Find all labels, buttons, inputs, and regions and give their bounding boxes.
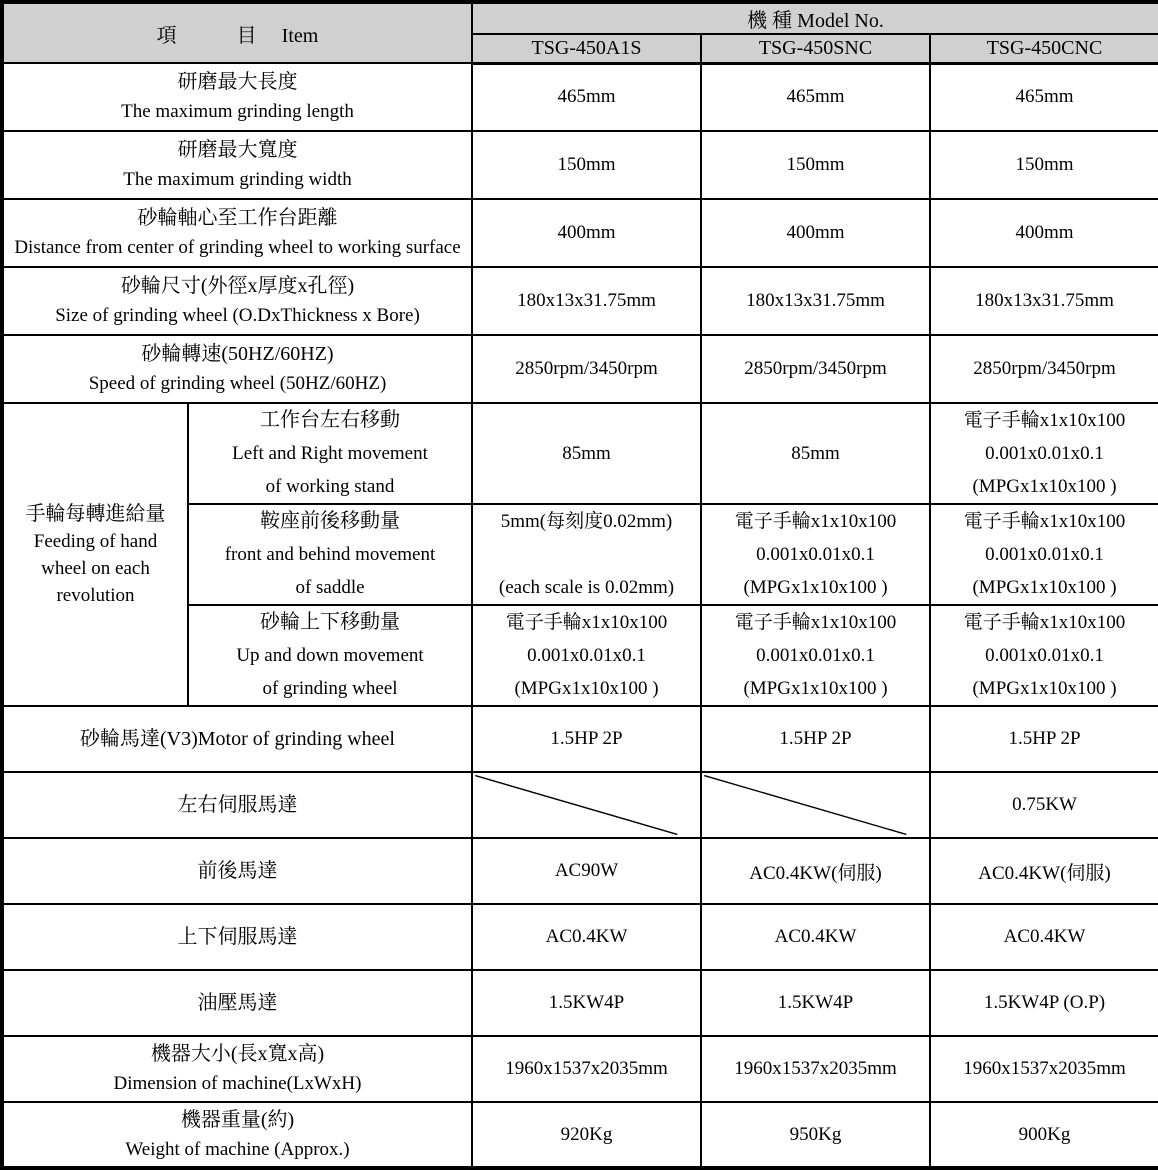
row-label-zh: 油壓馬達 xyxy=(197,992,278,1014)
cell-value: 400mm xyxy=(701,199,930,267)
model-group-header: 機 種 Model No. xyxy=(472,2,1158,34)
row-label xyxy=(2,1102,472,1168)
row-label-zh: 上下伺服馬達 xyxy=(177,926,298,948)
mpg-line: (MPGx1x10x100 ) xyxy=(743,577,888,598)
row-hydraulic-motor xyxy=(2,970,1158,1036)
cell-value: 1.5HP 2P xyxy=(701,706,930,772)
value-line: (each scale is 0.02mm) xyxy=(498,577,675,598)
cell-value-mpg xyxy=(472,605,701,706)
row-machine-weight xyxy=(2,1102,1158,1168)
mpg-line: 0.001x0.01x0.1 xyxy=(756,544,875,565)
row-label xyxy=(2,335,472,403)
cell-value: 85mm xyxy=(472,403,701,504)
cell-value: 920Kg xyxy=(472,1102,701,1168)
row-label-zh: 前後馬達 xyxy=(197,860,278,882)
row-label-zh: 研磨最大寬度 xyxy=(177,139,298,161)
diagonal-slash-icon xyxy=(702,773,929,837)
mpg-line: 電子手輪x1x10x100 xyxy=(963,612,1126,633)
mpg-line: 0.001x0.01x0.1 xyxy=(527,645,646,666)
row-label xyxy=(2,199,472,267)
cell-value: 1.5KW4P xyxy=(701,970,930,1036)
cell-value xyxy=(472,504,701,605)
row-label-zh: 研磨最大長度 xyxy=(177,71,298,93)
row-wheel-size xyxy=(2,267,1158,335)
row-label-en: The maximum grinding width xyxy=(123,169,352,190)
cell-value: 400mm xyxy=(930,199,1158,267)
row-label xyxy=(188,504,472,605)
row-label xyxy=(2,267,472,335)
cell-value-mpg xyxy=(930,403,1158,504)
row-center-distance xyxy=(2,199,1158,267)
handwheel-group-label xyxy=(2,403,188,706)
cell-value: 1.5KW4P xyxy=(472,970,701,1036)
cell-value: 1.5HP 2P xyxy=(930,706,1158,772)
group-label-zh: 手輪每轉進給量 xyxy=(25,502,166,525)
cell-value: 180x13x31.75mm xyxy=(930,267,1158,335)
cell-value-mpg xyxy=(701,504,930,605)
row-table-left-right xyxy=(2,403,1158,504)
cell-value: 1960x1537x2035mm xyxy=(701,1036,930,1102)
row-label-zh: 砂輪轉速(50HZ/60HZ) xyxy=(141,343,334,365)
row-label-en: of saddle xyxy=(295,577,365,598)
cell-value: AC0.4KW xyxy=(701,904,930,970)
mpg-line: 電子手輪x1x10x100 xyxy=(963,410,1126,431)
cell-value: 2850rpm/3450rpm xyxy=(472,335,701,403)
cell-value: 1960x1537x2035mm xyxy=(472,1036,701,1102)
row-front-behind-motor xyxy=(2,838,1158,904)
cell-value: AC0.4KW xyxy=(930,904,1158,970)
cell-value: 465mm xyxy=(701,63,930,131)
row-wheel-speed xyxy=(2,335,1158,403)
row-label-en: Speed of grinding wheel (50HZ/60HZ) xyxy=(88,373,387,394)
row-label xyxy=(2,838,472,904)
mpg-line: (MPGx1x10x100 ) xyxy=(972,678,1117,699)
row-label xyxy=(2,904,472,970)
cell-value: 150mm xyxy=(472,131,701,199)
group-label-en: wheel on each xyxy=(41,557,150,579)
mpg-line: 電子手輪x1x10x100 xyxy=(505,612,668,633)
row-label-zh: 機器重量(約) xyxy=(180,1108,295,1131)
row-label-zh: 砂輪上下移動量 xyxy=(260,611,400,633)
item-column-header: 項 目 Item xyxy=(2,2,472,63)
group-label-en: Feeding of hand xyxy=(33,530,158,552)
cell-value: AC0.4KW(伺服) xyxy=(930,838,1158,904)
row-label-en: front and behind movement xyxy=(224,544,436,565)
row-wheel-motor xyxy=(2,706,1158,772)
header-row-group xyxy=(2,2,1158,34)
row-label-en: Left and Right movement xyxy=(232,443,428,464)
row-label-en: of working stand xyxy=(265,476,395,497)
row-label-en: Weight of machine (Approx.) xyxy=(125,1138,350,1160)
cell-value-mpg xyxy=(930,504,1158,605)
model-header-tsg450cnc: TSG-450CNC xyxy=(930,34,1158,63)
row-label xyxy=(188,605,472,706)
model-header-tsg450snc: TSG-450SNC xyxy=(701,34,930,63)
row-label-zh: 工作台左右移動 xyxy=(260,409,400,431)
cell-value: 950Kg xyxy=(701,1102,930,1168)
mpg-line: 0.001x0.01x0.1 xyxy=(756,645,875,666)
row-label-en: Size of grinding wheel (O.DxThickness x Bore) xyxy=(55,305,420,326)
cell-value: 1.5KW4P (O.P) xyxy=(930,970,1158,1036)
row-label xyxy=(2,970,472,1036)
row-label-zh: 砂輪軸心至工作台距離 xyxy=(137,207,338,229)
cell-value: 900Kg xyxy=(930,1102,1158,1168)
cell-value: 1.5HP 2P xyxy=(472,706,701,772)
cell-value: 150mm xyxy=(930,131,1158,199)
row-grinding-length xyxy=(2,63,1158,131)
diagonal-slash-icon xyxy=(473,773,700,837)
row-label-en: Distance from center of grinding wheel to working surface xyxy=(14,237,461,258)
mpg-line: 0.001x0.01x0.1 xyxy=(985,443,1104,464)
row-label xyxy=(2,706,472,772)
mpg-line: 電子手輪x1x10x100 xyxy=(963,511,1126,532)
mpg-line: (MPGx1x10x100 ) xyxy=(514,678,659,699)
cell-value: 2850rpm/3450rpm xyxy=(930,335,1158,403)
row-label xyxy=(2,772,472,838)
value-line-gap xyxy=(473,538,700,571)
mpg-line: 0.001x0.01x0.1 xyxy=(985,544,1104,565)
cell-value: AC0.4KW xyxy=(472,904,701,970)
mpg-line: 電子手輪x1x10x100 xyxy=(734,612,897,633)
cell-not-applicable xyxy=(472,772,701,838)
cell-value: 400mm xyxy=(472,199,701,267)
mpg-line: 0.001x0.01x0.1 xyxy=(985,645,1104,666)
cell-value: 150mm xyxy=(701,131,930,199)
row-machine-dimension xyxy=(2,1036,1158,1102)
row-label xyxy=(2,1036,472,1102)
mpg-line: (MPGx1x10x100 ) xyxy=(743,678,888,699)
model-header-tsg450a1s: TSG-450A1S xyxy=(472,34,701,63)
cell-value: AC90W xyxy=(472,838,701,904)
mpg-line: (MPGx1x10x100 ) xyxy=(972,577,1117,598)
cell-value: 465mm xyxy=(930,63,1158,131)
row-label-en: Dimension of machine(LxWxH) xyxy=(113,1073,362,1094)
cell-not-applicable xyxy=(701,772,930,838)
cell-value: 0.75KW xyxy=(930,772,1158,838)
row-label xyxy=(2,63,472,131)
cell-value: 180x13x31.75mm xyxy=(472,267,701,335)
row-grinding-width xyxy=(2,131,1158,199)
row-label xyxy=(2,131,472,199)
row-label-mixed: 砂輪馬達(V3)Motor of grinding wheel xyxy=(80,728,395,750)
group-label-en: revolution xyxy=(56,584,135,606)
cell-value: 1960x1537x2035mm xyxy=(930,1036,1158,1102)
row-left-right-servo-motor xyxy=(2,772,1158,838)
row-label-zh: 鞍座前後移動量 xyxy=(260,510,400,532)
mpg-line: 電子手輪x1x10x100 xyxy=(734,511,897,532)
mpg-line: (MPGx1x10x100 ) xyxy=(972,476,1117,497)
cell-value: 465mm xyxy=(472,63,701,131)
cell-value-mpg xyxy=(930,605,1158,706)
row-label-en: Up and down movement xyxy=(236,645,424,666)
cell-value: 2850rpm/3450rpm xyxy=(701,335,930,403)
row-label-zh: 砂輪尺寸(外徑x厚度x孔徑) xyxy=(120,275,355,297)
row-label-zh: 機器大小(長x寬x高) xyxy=(150,1043,325,1065)
row-up-down-servo-motor xyxy=(2,904,1158,970)
row-label xyxy=(188,403,472,504)
value-line: 5mm(每刻度0.02mm) xyxy=(500,511,673,532)
cell-value: 85mm xyxy=(701,403,930,504)
row-label-zh: 左右伺服馬達 xyxy=(177,794,298,816)
cell-value-mpg xyxy=(701,605,930,706)
cell-value: AC0.4KW(伺服) xyxy=(701,838,930,904)
cell-value: 180x13x31.75mm xyxy=(701,267,930,335)
row-label-en: of grinding wheel xyxy=(262,678,398,699)
row-label-en: The maximum grinding length xyxy=(121,101,354,122)
